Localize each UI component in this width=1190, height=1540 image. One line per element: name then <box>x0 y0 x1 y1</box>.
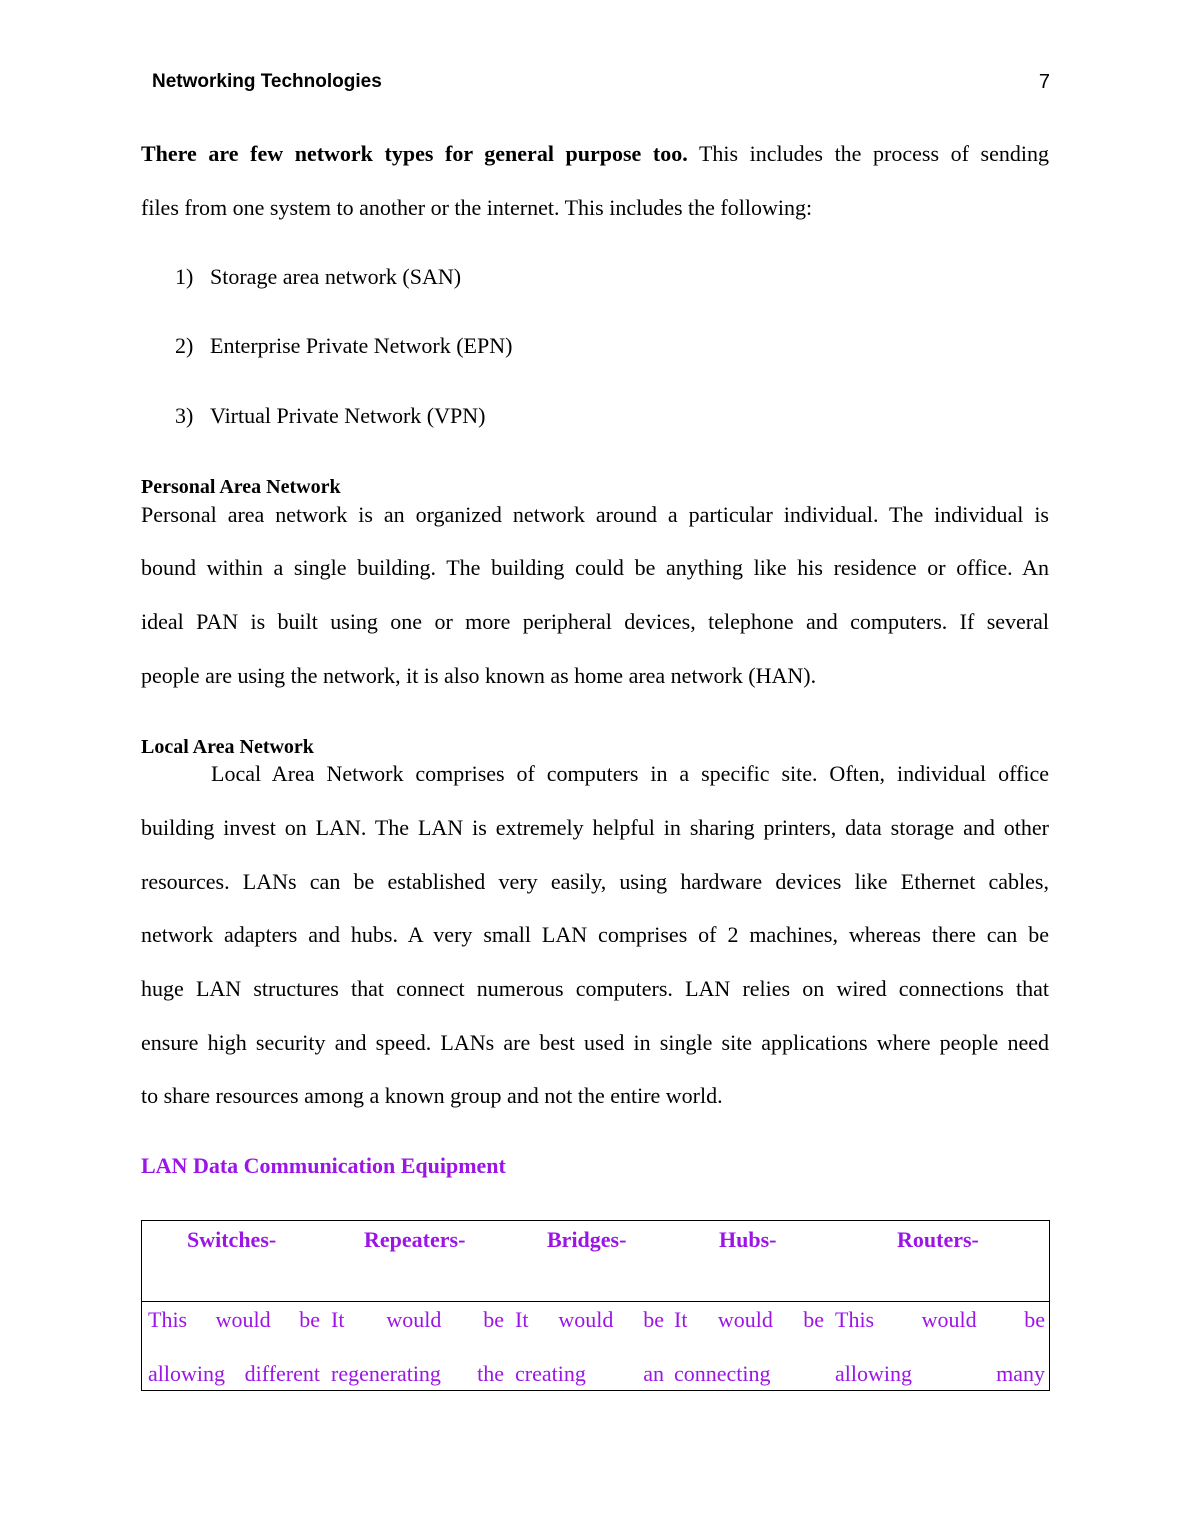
list-item: Storage area network (SAN) <box>210 264 462 289</box>
pan-line: ideal PAN is built using one or more peripheral devices, telephone and computers. If several <box>141 609 1049 634</box>
running-head: Networking Technologies <box>152 71 382 92</box>
pan-line: Personal area network is an organized network around a particular individual. The individual is <box>141 502 1049 527</box>
table-header-cell: Routers- <box>897 1227 979 1252</box>
table-cell: It would be <box>515 1307 664 1332</box>
table-cell: regenerating the <box>331 1361 504 1386</box>
list-item: Enterprise Private Network (EPN) <box>210 333 513 358</box>
lan-line: huge LAN structures that connect numerous computers. LAN relies on wired connections that <box>141 976 1049 1001</box>
table-header-cell: Hubs- <box>719 1227 777 1252</box>
intro-line-2: files from one system to another or the internet. This includes the following: <box>141 195 813 220</box>
intro-line-1 <box>141 140 1049 168</box>
list-item-number: 3) <box>175 403 194 428</box>
list-item-number: 1) <box>175 264 194 289</box>
lan-line: network adapters and hubs. A very small LAN comprises of 2 machines, whereas there can be <box>141 922 1049 947</box>
table-cell: This would be <box>835 1307 1045 1332</box>
equipment-table <box>141 1220 1050 1391</box>
intro-bold-lead: There are few network types for general purpose too. <box>141 141 688 166</box>
pan-line: bound within a single building. The building could be anything like his residence or office. An <box>141 555 1049 580</box>
table-cell: It would be <box>331 1307 504 1332</box>
intro-line-1-rest: This includes the process of sending <box>698 141 1049 166</box>
table-header-cell: Bridges- <box>547 1227 627 1252</box>
page-number: 7 <box>1038 71 1050 93</box>
pan-heading: Personal Area Network <box>141 476 341 498</box>
lan-line: building invest on LAN. The LAN is extremely helpful in sharing printers, data storage and other <box>141 815 1049 840</box>
table-header-cell: Repeaters- <box>364 1227 466 1252</box>
lan-line: to share resources among a known group and not the entire world. <box>141 1083 723 1108</box>
lan-line: Local Area Network comprises of computers in a specific site. Often, individual office <box>211 761 1049 786</box>
table-cell: This would be <box>148 1307 320 1332</box>
lan-line: ensure high security and speed. LANs are best used in single site applications where people need <box>141 1030 1049 1055</box>
list-item-number: 2) <box>175 333 194 358</box>
lan-line: resources. LANs can be established very easily, using hardware devices like Ethernet cables, <box>141 869 1049 894</box>
list-item: Virtual Private Network (VPN) <box>210 403 486 428</box>
table-header-cell: Switches- <box>187 1227 277 1252</box>
table-cell: allowing different <box>148 1361 320 1386</box>
pan-line: people are using the network, it is also known as home area network (HAN). <box>141 663 817 688</box>
equipment-heading: LAN Data Communication Equipment <box>141 1153 506 1178</box>
table-cell: It would be <box>674 1307 824 1332</box>
table-cell: allowing many <box>835 1361 1045 1386</box>
table-cell: connecting <box>674 1361 771 1386</box>
lan-heading: Local Area Network <box>141 736 314 758</box>
table-cell: creating an <box>515 1361 664 1386</box>
